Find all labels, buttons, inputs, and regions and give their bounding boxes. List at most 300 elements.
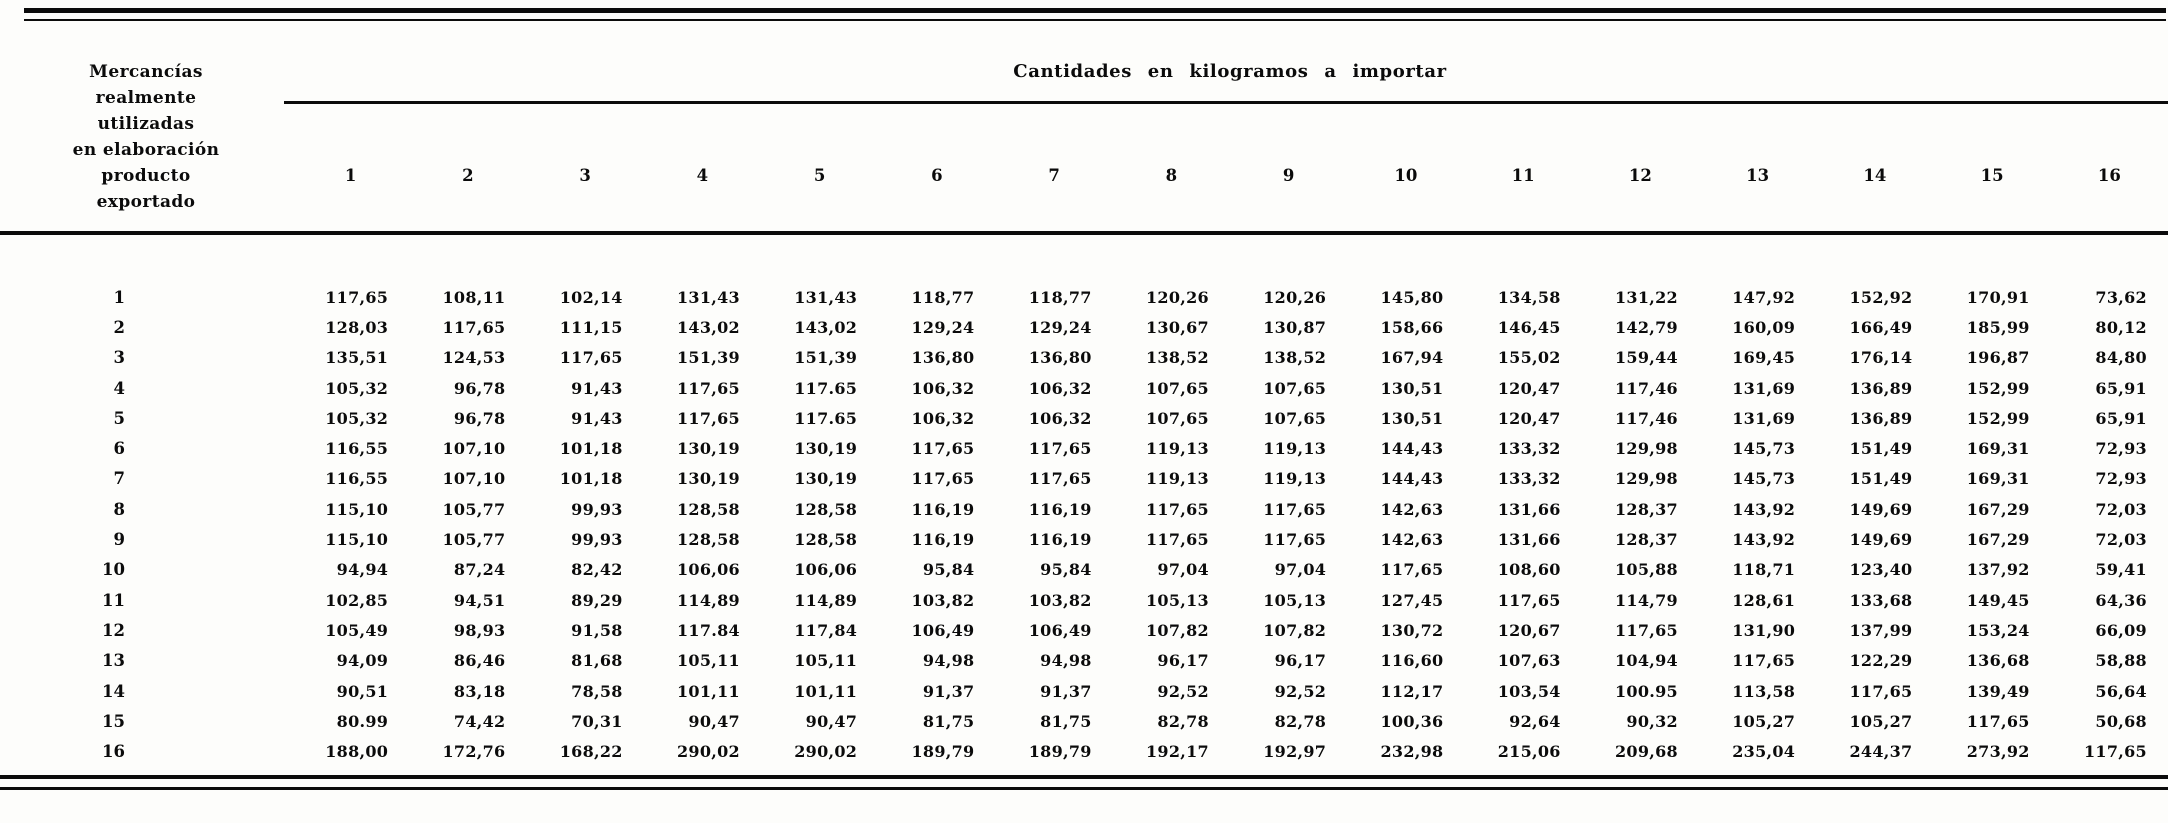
table-cell: 130,19 <box>794 439 858 459</box>
column-header: 7 <box>1048 166 1060 185</box>
table-cell: 117.65 <box>794 378 858 398</box>
table-cell: 73,62 <box>2095 287 2147 307</box>
table-cell: 143,92 <box>1732 530 1796 550</box>
table-cell: 117,65 <box>1028 439 1092 459</box>
table-cell: 106,32 <box>911 408 975 428</box>
table-cell: 66,09 <box>2095 620 2147 640</box>
table-cell: 119,13 <box>1145 469 1209 489</box>
row-label: 8 <box>113 499 125 519</box>
table-cell: 151,39 <box>794 348 858 368</box>
table-cell: 91,58 <box>571 620 623 640</box>
table-cell: 129,98 <box>1614 439 1678 459</box>
table-cell: 143,92 <box>1732 499 1796 519</box>
span-header-title: Cantidades en kilogramos a importar <box>1013 61 1447 82</box>
table-cell: 117,65 <box>442 317 506 337</box>
table-row <box>0 585 2168 615</box>
table-cell: 102,14 <box>559 287 623 307</box>
table-cell: 107,10 <box>442 469 506 489</box>
table-cell: 87,24 <box>453 560 506 580</box>
table-cell: 91,43 <box>571 378 623 398</box>
table-cell: 64,36 <box>2095 590 2147 610</box>
table-cell: 92,52 <box>1274 681 1327 701</box>
table-cell: 105,32 <box>325 408 389 428</box>
table-cell: 128,58 <box>794 499 858 519</box>
table-cell: 128,58 <box>794 530 858 550</box>
table-cell: 130,87 <box>1263 317 1327 337</box>
row-label: 11 <box>102 590 125 610</box>
table-cell: 215,06 <box>1497 742 1561 762</box>
table-cell: 120,47 <box>1497 378 1561 398</box>
table-cell: 169,45 <box>1732 348 1796 368</box>
table-cell: 235,04 <box>1732 742 1796 762</box>
table-cell: 131,66 <box>1497 530 1561 550</box>
table-cell: 58,88 <box>2095 651 2147 671</box>
table-cell: 151,49 <box>1849 469 1913 489</box>
table-cell: 123,40 <box>1849 560 1913 580</box>
table-cell: 172,76 <box>442 742 506 762</box>
column-header: 13 <box>1746 166 1770 185</box>
table-cell: 91,37 <box>1040 681 1092 701</box>
table-cell: 136,68 <box>1966 651 2030 671</box>
table-cell: 105,88 <box>1614 560 1678 580</box>
table-cell: 96,78 <box>453 378 506 398</box>
table-cell: 74,42 <box>453 711 506 731</box>
row-label: 6 <box>113 439 125 459</box>
table-cell: 120,26 <box>1263 287 1327 307</box>
table-cell: 80,12 <box>2095 317 2147 337</box>
table-cell: 146,45 <box>1497 317 1561 337</box>
table-cell: 135,51 <box>325 348 389 368</box>
table-cell: 105,27 <box>1849 711 1913 731</box>
table-cell: 189,79 <box>911 742 975 762</box>
table-cell: 155,02 <box>1497 348 1561 368</box>
table-cell: 232,98 <box>1380 742 1444 762</box>
table-cell: 94,51 <box>453 590 506 610</box>
table-cell: 189,79 <box>1028 742 1092 762</box>
table-row <box>0 343 2168 373</box>
table-cell: 133,32 <box>1497 439 1561 459</box>
span-header-underline <box>284 101 2168 104</box>
table-cell: 106,32 <box>1028 408 1092 428</box>
table-cell: 94,98 <box>1040 651 1092 671</box>
table-cell: 94,94 <box>336 560 389 580</box>
table-cell: 92,52 <box>1157 681 1209 701</box>
column-header: 2 <box>462 166 474 185</box>
table-cell: 105,49 <box>325 620 389 640</box>
table-cell: 127,45 <box>1380 590 1444 610</box>
table-cell: 86,46 <box>453 651 506 671</box>
bottom-double-rule-upper <box>0 775 2168 779</box>
table-cell: 192,17 <box>1145 742 1209 762</box>
table-cell: 133,32 <box>1497 469 1561 489</box>
table-cell: 117,65 <box>1145 530 1209 550</box>
table-cell: 131,43 <box>794 287 858 307</box>
table-cell: 117.84 <box>676 620 740 640</box>
table-cell: 95,84 <box>922 560 975 580</box>
table-cell: 152,99 <box>1966 408 2030 428</box>
table-cell: 80.99 <box>336 711 389 731</box>
table-cell: 149,45 <box>1966 590 2030 610</box>
table-cell: 59,41 <box>2095 560 2147 580</box>
table-cell: 131,69 <box>1732 378 1796 398</box>
table-row <box>0 615 2168 645</box>
table-cell: 115,10 <box>325 499 389 519</box>
row-label: 16 <box>102 742 125 762</box>
table-cell: 114,89 <box>676 590 740 610</box>
table-row <box>0 433 2168 463</box>
stub-header-line: realmente <box>95 88 197 108</box>
bottom-double-rule-lower <box>0 787 2168 790</box>
table-cell: 209,68 <box>1614 742 1678 762</box>
table-row <box>0 312 2168 342</box>
table-cell: 100,36 <box>1380 711 1444 731</box>
table-cell: 136,89 <box>1849 378 1913 398</box>
table-cell: 94,98 <box>922 651 975 671</box>
row-label: 10 <box>102 560 125 580</box>
table-cell: 82,78 <box>1157 711 1209 731</box>
table-cell: 117,65 <box>1614 620 1678 640</box>
table-cell: 116,55 <box>325 439 389 459</box>
table-cell: 94,09 <box>336 651 389 671</box>
table-cell: 136,80 <box>1028 348 1092 368</box>
row-label: 12 <box>102 620 125 640</box>
table-cell: 117,65 <box>1497 590 1561 610</box>
table-cell: 72,93 <box>2095 469 2147 489</box>
table-row <box>0 555 2168 585</box>
table-row <box>0 464 2168 494</box>
table-cell: 117,65 <box>911 439 975 459</box>
table-cell: 99,93 <box>571 499 623 519</box>
row-label: 3 <box>113 348 125 368</box>
table-cell: 119,13 <box>1263 439 1327 459</box>
table-cell: 120,26 <box>1145 287 1209 307</box>
table-cell: 114,89 <box>794 590 858 610</box>
table-cell: 120,67 <box>1497 620 1561 640</box>
table-cell: 112,17 <box>1380 681 1444 701</box>
table-cell: 106,32 <box>1028 378 1092 398</box>
row-label: 9 <box>113 530 125 550</box>
table-cell: 137,99 <box>1849 620 1913 640</box>
table-cell: 111,15 <box>559 317 623 337</box>
table-cell: 138,52 <box>1145 348 1209 368</box>
table-cell: 101,11 <box>794 681 858 701</box>
column-header: 8 <box>1165 166 1178 185</box>
stub-header-line: en elaboración <box>72 140 220 160</box>
table-cell: 145,73 <box>1732 439 1796 459</box>
table-cell: 117,65 <box>559 348 623 368</box>
table-cell: 129,24 <box>1028 317 1092 337</box>
table-cell: 84,80 <box>2095 348 2147 368</box>
table-cell: 273,92 <box>1966 742 2030 762</box>
table-cell: 117,65 <box>676 408 740 428</box>
table-cell: 169,31 <box>1966 469 2030 489</box>
row-label: 5 <box>113 408 125 428</box>
table-cell: 131,43 <box>676 287 740 307</box>
table-cell: 128,03 <box>325 317 389 337</box>
table-cell: 117.65 <box>794 408 858 428</box>
table-cell: 152,99 <box>1966 378 2030 398</box>
table-cell: 290,02 <box>676 742 740 762</box>
table-cell: 105,11 <box>676 651 740 671</box>
table-cell: 158,66 <box>1380 317 1444 337</box>
table-cell: 169,31 <box>1966 439 2030 459</box>
table-cell: 105,27 <box>1732 711 1796 731</box>
column-header: 16 <box>2097 166 2121 185</box>
table-cell: 130,19 <box>676 469 740 489</box>
table-cell: 50,68 <box>2095 711 2147 731</box>
row-label: 4 <box>113 378 125 398</box>
table-cell: 117,65 <box>2083 742 2147 762</box>
table-cell: 143,02 <box>676 317 740 337</box>
table-cell: 136,80 <box>911 348 975 368</box>
table-cell: 137,92 <box>1966 560 2030 580</box>
table-cell: 290,02 <box>794 742 858 762</box>
table-cell: 116,19 <box>1028 499 1092 519</box>
table-cell: 149,69 <box>1849 499 1913 519</box>
table-cell: 105,32 <box>325 378 389 398</box>
table-cell: 131,66 <box>1497 499 1561 519</box>
table-cell: 82,42 <box>571 560 623 580</box>
table-cell: 160,09 <box>1732 317 1796 337</box>
table-cell: 192,97 <box>1263 742 1327 762</box>
table-cell: 96,17 <box>1274 651 1327 671</box>
table-cell: 144,43 <box>1380 439 1444 459</box>
column-header: 10 <box>1394 166 1418 185</box>
stub-header-line: exportado <box>96 192 196 212</box>
table-cell: 128,37 <box>1614 530 1678 550</box>
table-cell: 117,65 <box>911 469 975 489</box>
table-cell: 151,49 <box>1849 439 1913 459</box>
table-cell: 142,63 <box>1380 499 1444 519</box>
table-cell: 107,82 <box>1145 620 1209 640</box>
table-cell: 147,92 <box>1732 287 1796 307</box>
table-cell: 90,32 <box>1626 711 1678 731</box>
table-row <box>0 706 2168 736</box>
table-cell: 102,85 <box>325 590 389 610</box>
table-cell: 81,75 <box>922 711 975 731</box>
table-cell: 185,99 <box>1966 317 2030 337</box>
column-header: 11 <box>1511 166 1535 185</box>
column-header: 3 <box>579 166 591 185</box>
stub-header-line: Mercancías <box>89 62 203 82</box>
table-cell: 103,82 <box>1028 590 1092 610</box>
table-cell: 96,17 <box>1157 651 1209 671</box>
table-cell: 128,37 <box>1614 499 1678 519</box>
table-cell: 65,91 <box>2095 378 2147 398</box>
table-cell: 56,64 <box>2095 681 2147 701</box>
table-cell: 106,49 <box>911 620 975 640</box>
table-row <box>0 676 2168 706</box>
table-cell: 118,77 <box>911 287 975 307</box>
table-cell: 113,58 <box>1732 681 1796 701</box>
table-cell: 133,68 <box>1849 590 1913 610</box>
table-cell: 130,51 <box>1380 378 1444 398</box>
table-cell: 124,53 <box>442 348 506 368</box>
table-cell: 116,19 <box>911 499 975 519</box>
table-cell: 116,55 <box>325 469 389 489</box>
table-cell: 134,58 <box>1497 287 1561 307</box>
table-row <box>0 282 2168 312</box>
table-cell: 167,94 <box>1380 348 1444 368</box>
table-row <box>0 524 2168 554</box>
table-cell: 107,65 <box>1263 378 1327 398</box>
table-cell: 149,69 <box>1849 530 1913 550</box>
table-cell: 130,51 <box>1380 408 1444 428</box>
table-cell: 167,29 <box>1966 530 2030 550</box>
table-cell: 104,94 <box>1614 651 1678 671</box>
table-cell: 143,02 <box>794 317 858 337</box>
table-cell: 166,49 <box>1849 317 1913 337</box>
table-cell: 105,13 <box>1145 590 1209 610</box>
table-cell: 129,98 <box>1614 469 1678 489</box>
table-cell: 107,82 <box>1263 620 1327 640</box>
table-cell: 117,65 <box>325 287 389 307</box>
table-cell: 129,24 <box>911 317 975 337</box>
row-label: 15 <box>102 711 125 731</box>
table-cell: 95,84 <box>1040 560 1092 580</box>
table-row <box>0 736 2168 766</box>
table-cell: 107,65 <box>1145 378 1209 398</box>
table-cell: 116,60 <box>1380 651 1444 671</box>
stub-header-line: producto <box>101 166 191 186</box>
table-cell: 145,80 <box>1380 287 1444 307</box>
column-header: 12 <box>1628 166 1652 185</box>
table-cell: 128,58 <box>676 530 740 550</box>
table-cell: 106,06 <box>676 560 740 580</box>
row-label: 2 <box>113 317 125 337</box>
table-cell: 117,46 <box>1614 408 1678 428</box>
table-cell: 90,51 <box>336 681 389 701</box>
table-cell: 153,24 <box>1966 620 2030 640</box>
table-cell: 107,65 <box>1145 408 1209 428</box>
table-row <box>0 373 2168 403</box>
table-cell: 65,91 <box>2095 408 2147 428</box>
table-cell: 117,65 <box>1380 560 1444 580</box>
table-cell: 128,58 <box>676 499 740 519</box>
table-cell: 103,54 <box>1497 681 1561 701</box>
table-cell: 72,03 <box>2095 530 2147 550</box>
table-cell: 139,49 <box>1966 681 2030 701</box>
table-cell: 119,13 <box>1263 469 1327 489</box>
table-cell: 131,90 <box>1732 620 1796 640</box>
column-header: 15 <box>1980 166 2004 185</box>
table-cell: 170,91 <box>1966 287 2030 307</box>
table-cell: 145,73 <box>1732 469 1796 489</box>
table-cell: 105,77 <box>442 499 506 519</box>
table-row <box>0 403 2168 433</box>
top-double-rule-lower <box>24 19 2166 21</box>
table-cell: 98,93 <box>453 620 506 640</box>
table-cell: 117,65 <box>1732 651 1796 671</box>
table-cell: 117,46 <box>1614 378 1678 398</box>
table-cell: 106,49 <box>1028 620 1092 640</box>
table-cell: 144,43 <box>1380 469 1444 489</box>
table-cell: 131,69 <box>1732 408 1796 428</box>
table-cell: 83,18 <box>453 681 506 701</box>
table-cell: 196,87 <box>1966 348 2030 368</box>
table-cell: 82,78 <box>1274 711 1327 731</box>
table-cell: 116,19 <box>911 530 975 550</box>
table-cell: 176,14 <box>1849 348 1913 368</box>
table-cell: 91,37 <box>922 681 975 701</box>
table-cell: 119,13 <box>1145 439 1209 459</box>
table-cell: 101,18 <box>559 469 623 489</box>
table-cell: 116,19 <box>1028 530 1092 550</box>
table-cell: 117,65 <box>1145 499 1209 519</box>
table-row <box>0 646 2168 676</box>
column-header: 14 <box>1863 166 1887 185</box>
table-cell: 152,92 <box>1849 287 1913 307</box>
table-cell: 115,10 <box>325 530 389 550</box>
table-cell: 107,10 <box>442 439 506 459</box>
table-cell: 128,61 <box>1732 590 1796 610</box>
table-cell: 138,52 <box>1263 348 1327 368</box>
table-cell: 107,65 <box>1263 408 1327 428</box>
table-cell: 92,64 <box>1509 711 1561 731</box>
table-cell: 142,79 <box>1614 317 1678 337</box>
stub-header <box>0 59 292 215</box>
table-cell: 106,32 <box>911 378 975 398</box>
table-cell: 151,39 <box>676 348 740 368</box>
table-cell: 81,68 <box>571 651 623 671</box>
table-cell: 117,65 <box>1263 530 1327 550</box>
table-cell: 103,82 <box>911 590 975 610</box>
column-headers-row <box>292 166 2168 185</box>
table-row <box>0 494 2168 524</box>
table-cell: 117,65 <box>1966 711 2030 731</box>
table-cell: 72,93 <box>2095 439 2147 459</box>
row-label: 14 <box>102 681 125 701</box>
table-cell: 107,63 <box>1497 651 1561 671</box>
column-header: 9 <box>1282 166 1295 185</box>
table-cell: 130,19 <box>794 469 858 489</box>
row-label: 13 <box>102 651 125 671</box>
header-separator-rule <box>0 231 2168 235</box>
table-cell: 117,84 <box>794 620 858 640</box>
column-header: 5 <box>813 166 826 185</box>
table-cell: 142,63 <box>1380 530 1444 550</box>
top-double-rule-upper <box>24 8 2166 13</box>
table-cell: 130,67 <box>1145 317 1209 337</box>
table-cell: 70,31 <box>571 711 623 731</box>
table-cell: 106,06 <box>794 560 858 580</box>
table-cell: 117,65 <box>1028 469 1092 489</box>
table-cell: 89,29 <box>571 590 623 610</box>
table-cell: 120,47 <box>1497 408 1561 428</box>
table-cell: 97,04 <box>1157 560 1209 580</box>
table-cell: 136,89 <box>1849 408 1913 428</box>
column-header: 4 <box>696 166 709 185</box>
column-header: 6 <box>931 166 943 185</box>
table-cell: 118,77 <box>1028 287 1092 307</box>
table-cell: 108,60 <box>1497 560 1561 580</box>
table-cell: 130,19 <box>676 439 740 459</box>
table-cell: 114,79 <box>1614 590 1678 610</box>
table-cell: 188,00 <box>325 742 389 762</box>
table-cell: 117,65 <box>676 378 740 398</box>
table-cell: 72,03 <box>2095 499 2147 519</box>
table-cell: 118,71 <box>1732 560 1796 580</box>
table-cell: 105,77 <box>442 530 506 550</box>
row-label: 1 <box>113 287 125 307</box>
table-cell: 81,75 <box>1040 711 1092 731</box>
table-cell: 100.95 <box>1614 681 1678 701</box>
stub-header-line: utilizadas <box>97 114 195 134</box>
table-cell: 168,22 <box>559 742 623 762</box>
table-cell: 90,47 <box>805 711 858 731</box>
table-cell: 131,22 <box>1614 287 1678 307</box>
table-cell: 101,18 <box>559 439 623 459</box>
